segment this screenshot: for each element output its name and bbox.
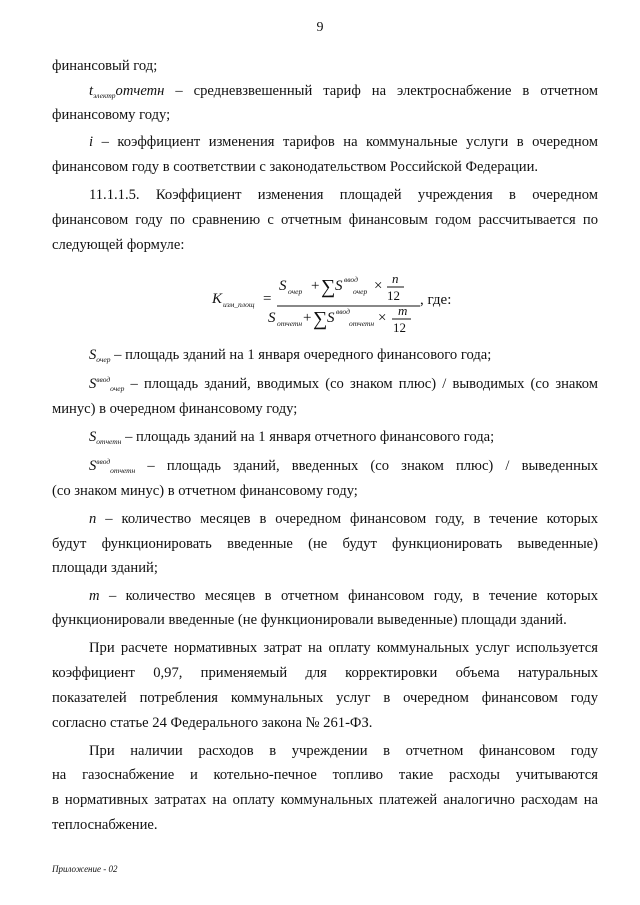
symbol-t: t [89,83,94,99]
formula-den-s2: S [327,310,335,326]
definition-text: – количество месяцев в очередном финансовом году, в течение которых [96,511,598,527]
formula-equals: = [263,291,272,307]
text-line: финансовом году в соответствии с законодательством Российской Федерации. [52,159,539,175]
symbol-subscript: электр [93,91,116,100]
text-line: финансовому году; [52,107,171,123]
formula-num-s2: S [335,278,343,294]
formula-lhs-k: K [212,291,223,307]
definition-text: – площадь зданий на 1 января очередного финансового года; [110,347,492,363]
formula-num-s2-sub: очер [353,287,368,296]
definition-text: – коэффициент изменения тарифов на коммунальные услуги в очередном [93,134,598,150]
paragraph-line: в нормативных затратах на оплату коммунальных платежей аналогично расходам на [52,792,598,808]
symbol-n: n [89,511,97,527]
formula-num-frac-top: n [392,271,399,286]
formula-den-times: × [378,310,387,326]
paragraph-line: коэффициент 0,97, применяемый для корректировки объема натуральных [52,665,598,681]
symbol-suffix: отчетн [115,83,165,99]
footer-label: Приложение - 02 [52,864,118,874]
formula-num-sum: ∑ [321,276,336,298]
paragraph-line: показателей потребления коммунальных услуг в очередном финансовом году [52,690,598,706]
symbol-subscript: очер [96,355,111,364]
symbol-s: S [89,429,97,445]
formula-num-times: × [374,278,383,294]
formula-num-s-sub: очер [288,287,303,296]
symbol-s: S [89,347,97,363]
paragraph-line: теплоснабжение. [52,817,158,833]
formula-den-s: S [268,310,276,326]
formula-den-s2-sub: отчетн [349,319,375,328]
formula-den-frac-top: m [398,303,408,318]
definition-text: – средневзвешенный тариф на электроснабжение в отчетном [164,83,598,99]
text-line: будут функционировать введенные (не будут функционировать выведенные) [52,536,598,552]
paragraph-line: При наличии расходов в учреждении в отчетном финансовом году [89,743,598,759]
definition-t [89,81,598,101]
text-line: минус) в очередном финансовому году; [52,401,298,417]
definition-text: – площадь зданий на 1 января отчетного финансового года; [121,429,495,445]
definition-text: – площадь зданий, введенных (со знаком плюс) / выведенных [135,458,598,474]
formula-den-frac-bottom: 12 [393,320,406,335]
definition-s-vvod-ocher [89,374,598,394]
formula-den-sum: ∑ [313,308,328,330]
paragraph-line: следующей формуле: [52,237,185,253]
formula-num-s2-sup: ввод [344,275,358,284]
symbol-s: S [89,376,97,392]
symbol-subscript: отчетн [110,466,136,475]
symbol-s: S [89,458,97,474]
formula-tail: , где: [420,292,452,308]
text-line: функционировали введенные (не функционировали выведенные) площади зданий. [52,612,567,628]
symbol-subscript: отчетн [96,437,122,446]
definition-n [89,509,598,529]
symbol-m: m [89,588,100,604]
definition-m [89,586,598,606]
definition-text: – количество месяцев в отчетном финансовом году, в течение которых [99,588,598,604]
formula-num-s: S [279,278,287,294]
text-line: финансовый год; [52,58,158,74]
definition-i [89,132,598,152]
formula-num-frac-bottom: 12 [387,288,400,303]
page-number: 9 [316,20,324,35]
paragraph-line: финансовом году по сравнению с отчетным финансовым годом рассчитывается по [52,212,598,228]
definition-s-otchetn [89,427,598,447]
paragraph-line: При расчете нормативных затрат на оплату коммунальных услуг используется [89,640,598,656]
formula-lhs-subscript: изм_площ [223,300,255,309]
definition-text: – площадь зданий, вводимых (со знаком плюс) / выводимых (со знаком [124,376,598,392]
symbol-superscript: ввод [96,375,111,384]
text-line: (со знаком минус) в отчетном финансовому году; [52,483,358,499]
definition-s-vvod-otchetn [89,456,598,476]
paragraph-line: согласно статье 24 Федерального закона № 261-ФЗ. [52,715,373,731]
text-line: площади зданий; [52,560,158,576]
symbol-i: i [89,134,94,150]
symbol-superscript: ввод [96,457,111,466]
paragraph-line: на газоснабжение и котельно-печное топливо такие расходы учитываются [52,767,598,783]
formula-den-s-sub: отчетн [277,319,303,328]
formula-num-plus: + [311,278,320,294]
paragraph-line: 11.1.1.5. Коэффициент изменения площадей учреждения в очередном [89,187,598,203]
formula-den-s2-sup: ввод [336,307,350,316]
definition-s-ocher [89,345,598,365]
symbol-subscript: очер [110,384,125,393]
formula-den-plus: + [303,310,312,326]
